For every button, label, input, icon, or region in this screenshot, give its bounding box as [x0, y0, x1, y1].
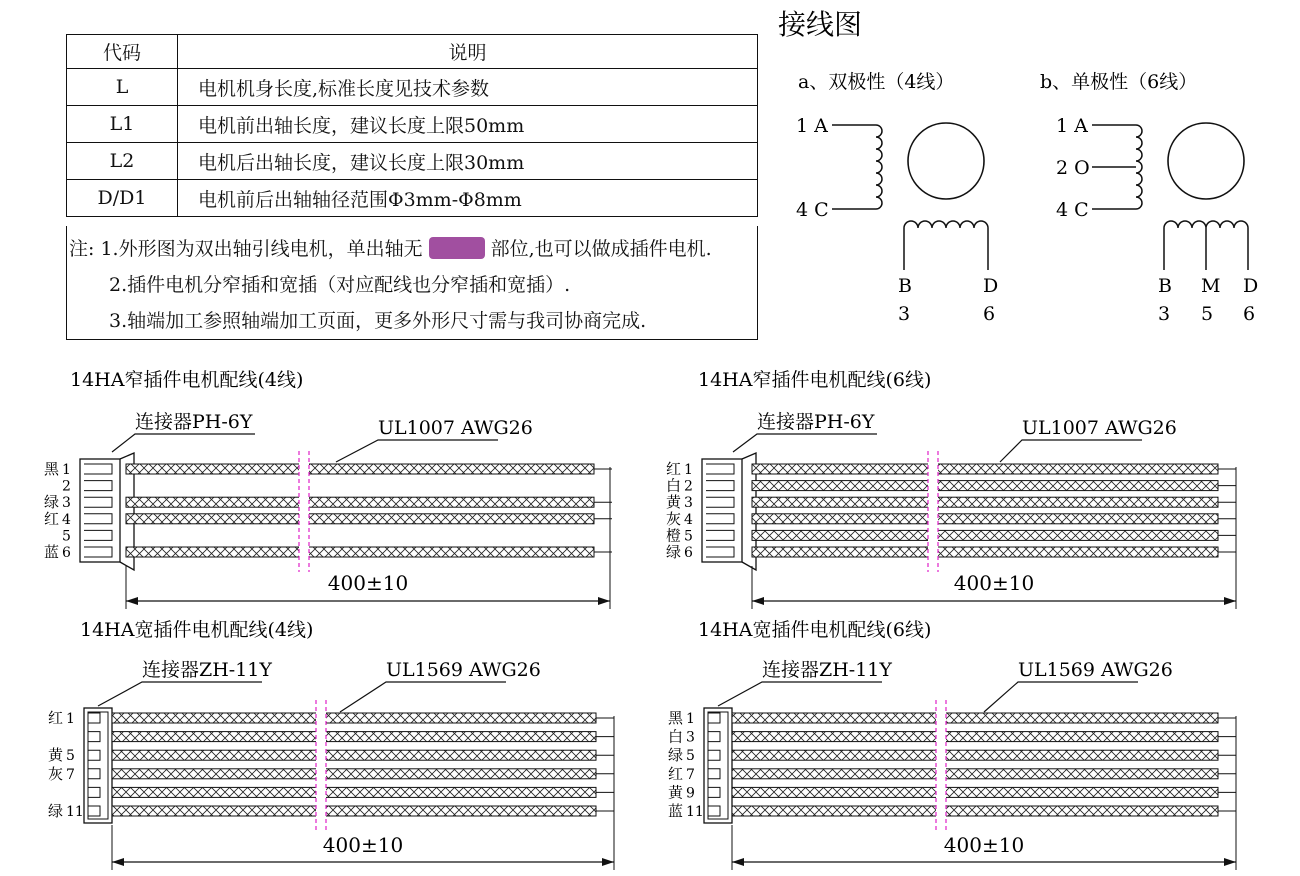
- pin-number: 5: [62, 528, 71, 545]
- pin-label: D: [983, 275, 999, 297]
- dimension-arrow: [1224, 597, 1236, 605]
- row-code: L1: [67, 106, 178, 143]
- dimension-arrow: [752, 597, 764, 605]
- wire-color-label: 红: [48, 709, 64, 727]
- wire-spec-label: UL1569 AWG26: [386, 659, 541, 681]
- cable-wire: [112, 787, 596, 797]
- pin-label: 1 A: [1056, 115, 1088, 137]
- wire-color-label: 红: [44, 509, 60, 528]
- pin-number: 6: [684, 545, 693, 561]
- cable-wire: [126, 464, 594, 474]
- pin-number: 9: [686, 785, 695, 802]
- cable-wire: [126, 547, 594, 557]
- coil-b: [1164, 221, 1248, 270]
- cable-wire: [732, 750, 1218, 760]
- cable-wire: [732, 769, 1218, 779]
- pin-number: 7: [686, 766, 695, 783]
- cable-wire: [112, 732, 596, 742]
- wire-color-label: 黑: [668, 709, 684, 727]
- row-code: D/D1: [67, 180, 178, 217]
- cable-wire: [752, 547, 1218, 557]
- dimension-arrow: [1224, 858, 1236, 866]
- pin-number: 3: [684, 495, 693, 512]
- row-desc: 电机机身长度,标准长度见技术参数: [178, 69, 758, 106]
- wire-color-label: 蓝: [668, 802, 684, 820]
- cable-wire: [732, 787, 1218, 797]
- cable-title: 14HA窄插件电机配线(6线): [698, 369, 932, 391]
- wire-color-label: 绿: [666, 543, 682, 561]
- cable-title: 14HA宽插件电机配线(4线): [80, 619, 314, 641]
- wire-color-label: 灰: [666, 509, 682, 528]
- note-line-2: 2.插件电机分窄插和宽插（对应配线也分窄插和宽插）.: [109, 274, 571, 296]
- wire-spec-label: UL1569 AWG26: [1018, 659, 1173, 681]
- unipolar-diagram: [1040, 70, 1258, 325]
- wire-color-label: 黄: [48, 746, 64, 765]
- header-desc: 说明: [178, 35, 758, 69]
- connector-label: 连接器ZH-11Y: [762, 659, 892, 681]
- break-gap: [928, 451, 938, 572]
- dimension-arrow: [126, 597, 138, 605]
- bipolar-caption: a、双极性（4线）: [798, 71, 955, 93]
- cable-wire: [126, 514, 594, 524]
- pin-label: 6: [983, 303, 996, 325]
- cable-wire: [112, 713, 596, 723]
- connector-label: 连接器ZH-11Y: [142, 659, 272, 681]
- pin-label: 3: [898, 303, 911, 325]
- note-1-text-a: 注: 1.外形图为双出轴引线电机，单出轴无: [69, 238, 423, 260]
- break-gap: [299, 451, 309, 572]
- wire-color-label: 蓝: [44, 543, 60, 561]
- wire-leader: [336, 440, 498, 462]
- wire-color-label: 黄: [666, 493, 682, 512]
- note-1-text-b: 部位,也可以做成插件电机.: [490, 238, 712, 260]
- pin-label: 6: [1243, 303, 1256, 325]
- pin-label: 4 C: [1056, 199, 1089, 221]
- cable-wire: [752, 530, 1218, 540]
- coil-a: [1092, 125, 1142, 209]
- connector-label: 连接器PH-6Y: [135, 411, 253, 433]
- pin-number: 3: [686, 729, 695, 746]
- pin-label: B: [1158, 275, 1172, 297]
- pin-number: 5: [686, 748, 695, 765]
- row-desc: 电机后出轴长度，建议长度上限30mm: [178, 143, 758, 180]
- dimension-label: 400±10: [327, 571, 409, 595]
- coil-b: [904, 221, 988, 270]
- connector-leader: [733, 434, 877, 452]
- pin-label: 1 A: [796, 115, 828, 137]
- row-desc: 电机前出轴长度，建议长度上限50mm: [178, 106, 758, 143]
- pin-number: 2: [62, 478, 71, 495]
- wiring-title: 接线图: [778, 8, 863, 41]
- cable-wire: [732, 732, 1218, 742]
- wire-spec-label: UL1007 AWG26: [1022, 417, 1177, 439]
- row-desc: 电机前后出轴轴径范围Φ3mm-Φ8mm: [178, 180, 758, 217]
- break-gap: [936, 700, 946, 831]
- pin-label: 3: [1158, 303, 1171, 325]
- cable-title: 14HA窄插件电机配线(4线): [70, 369, 304, 391]
- pin-label: 4 C: [796, 199, 829, 221]
- break-gap: [316, 700, 326, 831]
- pin-number: 2: [684, 478, 693, 495]
- wire-leader: [984, 682, 1138, 712]
- cable-wire: [126, 497, 594, 507]
- pin-number: 1: [684, 462, 693, 478]
- wire-color-label: 红: [668, 764, 684, 783]
- wire-color-label: 白: [668, 727, 684, 746]
- pin-label: M: [1201, 275, 1221, 297]
- dimension-arrow: [598, 597, 610, 605]
- cable-title: 14HA宽插件电机配线(6线): [698, 619, 932, 641]
- pin-number: 5: [66, 748, 75, 765]
- cable-drawing: [668, 619, 1236, 870]
- row-code: L: [67, 69, 178, 106]
- cable-drawing: [666, 369, 1236, 609]
- wire-color-label: 绿: [668, 746, 684, 765]
- pin-label: 5: [1201, 303, 1214, 325]
- cable-wire: [112, 750, 596, 760]
- pin-number: 6: [62, 545, 71, 561]
- cable-wire: [752, 464, 1218, 474]
- pin-number: 1: [66, 711, 75, 727]
- dimension-arrow: [732, 858, 744, 866]
- wire-spec-label: UL1007 AWG26: [378, 417, 533, 439]
- cable-wire: [752, 497, 1218, 507]
- dimension-label: 400±10: [943, 833, 1025, 857]
- wire-color-label: 黄: [668, 783, 684, 802]
- pin-label: 2 O: [1056, 157, 1090, 179]
- cable-wire: [112, 806, 596, 816]
- pin-number: 1: [62, 462, 71, 478]
- row-code: L2: [67, 143, 178, 180]
- dimension-label: 400±10: [953, 571, 1035, 595]
- cable-wire: [752, 481, 1218, 491]
- pin-label: D: [1243, 275, 1259, 297]
- wire-leader: [340, 682, 506, 712]
- dimension-arrow: [602, 858, 614, 866]
- cable-wire: [732, 806, 1218, 816]
- pin-number: 7: [66, 766, 75, 783]
- wire-color-label: 红: [666, 460, 682, 478]
- wire-color-label: 黑: [44, 460, 60, 478]
- connector-label: 连接器PH-6Y: [757, 411, 875, 433]
- pin-number: 4: [62, 511, 71, 528]
- dimension-label: 400±10: [322, 833, 404, 857]
- note-line-3: 3.轴端加工参照轴端加工页面，更多外形尺寸需与我司协商完成.: [109, 310, 647, 332]
- pin-number: 11: [686, 804, 704, 820]
- wire-color-label: 橙: [666, 526, 682, 545]
- rotor-circle: [1168, 123, 1244, 199]
- pin-number: 3: [62, 495, 71, 512]
- cable-drawing: [44, 369, 612, 609]
- dimension-arrow: [112, 858, 124, 866]
- pin-label: B: [898, 275, 912, 297]
- wire-color-label: 灰: [48, 764, 64, 783]
- pin-number: 11: [66, 804, 84, 820]
- pin-number: 5: [684, 528, 693, 545]
- bipolar-diagram: [796, 70, 998, 325]
- connector-leader: [98, 682, 262, 706]
- cable-wire: [112, 769, 596, 779]
- cable-drawing: [48, 619, 614, 870]
- pin-number: 4: [684, 511, 693, 528]
- coil-a: [832, 125, 882, 209]
- wire-color-label: 绿: [48, 802, 64, 820]
- wire-leader: [1000, 440, 1142, 462]
- header-code: 代码: [67, 35, 178, 69]
- connector-leader: [112, 434, 255, 452]
- wire-color-label: 白: [666, 476, 682, 495]
- cable-wire: [732, 713, 1218, 723]
- connector-leader: [718, 682, 882, 706]
- rotor-circle: [908, 123, 984, 199]
- wire-color-label: 绿: [44, 493, 60, 512]
- cable-wire: [752, 514, 1218, 524]
- unipolar-caption: b、单极性（6线）: [1040, 71, 1198, 93]
- pin-number: 1: [686, 711, 695, 727]
